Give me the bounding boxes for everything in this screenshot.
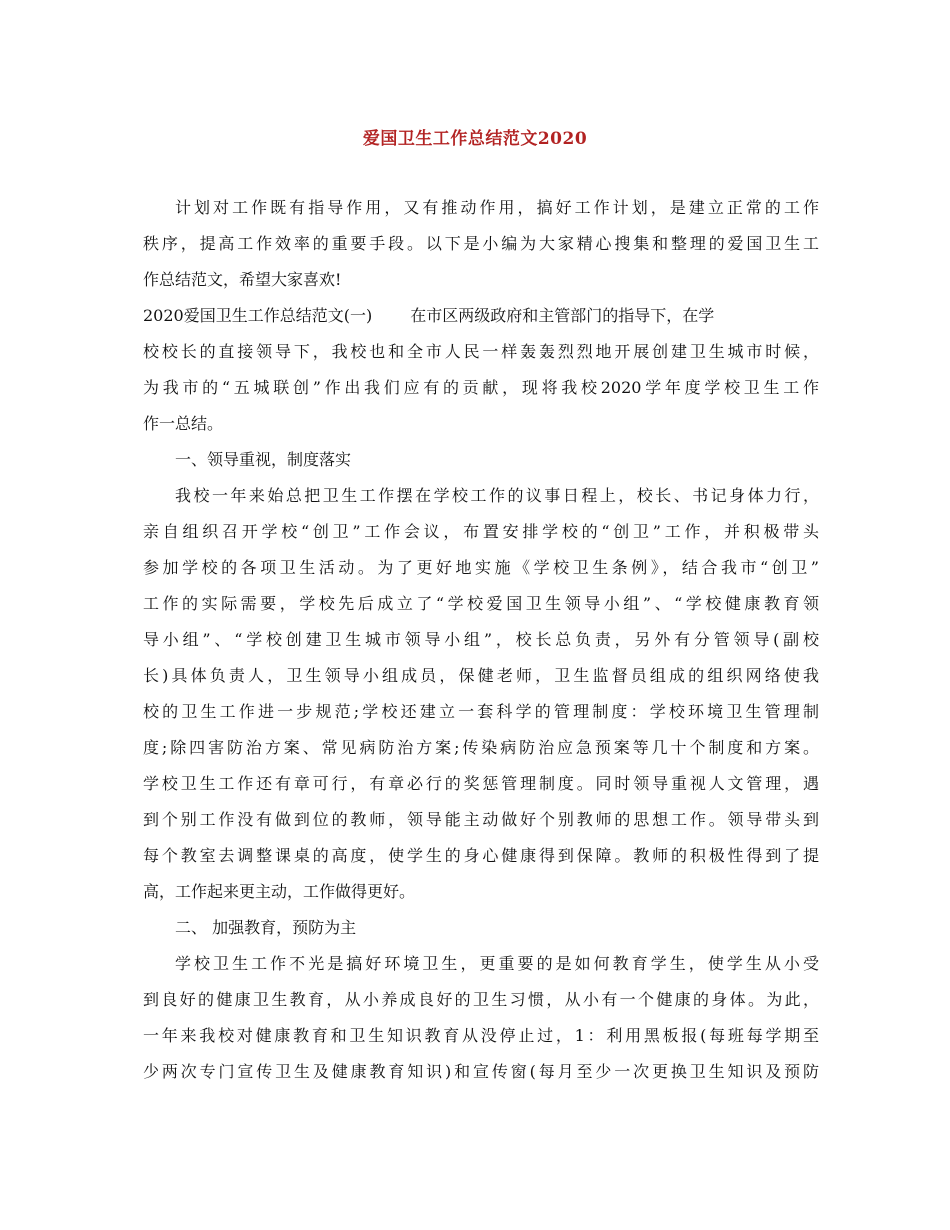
document-body	[143, 190, 819, 1090]
text-line: 作一总结。	[143, 414, 224, 433]
text-line: 我校一年来始总把卫生工作摆在学校工作的议事日程上，校长、书记身体力行，	[175, 486, 819, 505]
text-line: 到个别工作没有做到位的教师，领导能主动做好个别教师的思想工作。领导带头到	[143, 810, 819, 829]
section-heading: 2020爱国卫生工作总结范文(一)	[143, 306, 373, 325]
text-line: 秩序，提高工作效率的重要手段。以下是小编为大家精心搜集和整理的爱国卫生工	[143, 234, 819, 253]
text-line: 作总结范文，希望大家喜欢!	[143, 270, 342, 289]
text-line: 工作的实际需要，学校先后成立了“学校爱国卫生领导小组”、“学校健康教育领	[143, 594, 819, 613]
text-line: 高，工作起来更主动，工作做得更好。	[143, 882, 416, 901]
text-line	[143, 298, 819, 334]
text-line: 亲自组织召开学校“创卫”工作会议，布置安排学校的“创卫”工作，并积极带头	[143, 522, 819, 541]
text-line: 到良好的健康卫生教育，从小养成良好的卫生习惯，从小有一个健康的身体。为此，	[143, 990, 819, 1009]
text-line-fragment: 在市区两级政府和主管部门的指导下，在学	[410, 306, 715, 325]
text-line: 长)具体负责人，卫生领导小组成员，保健老师，卫生监督员组成的组织网络使我	[143, 666, 819, 685]
text-line: 每个教室去调整课桌的高度，使学生的身心健康得到保障。教师的积极性得到了提	[143, 846, 819, 865]
section-heading: 二、 加强教育，预防为主	[175, 918, 357, 937]
section-heading: 一、领导重视，制度落实	[175, 450, 352, 469]
text-line: 校的卫生工作进一步规范;学校还建立一套科学的管理制度：学校环境卫生管理制	[143, 702, 819, 721]
document-title: 爱国卫生工作总结范文2020	[362, 129, 588, 149]
text-line: 导小组”、“学校创建卫生城市领导小组”，校长总负责，另外有分管领导(副校	[143, 630, 819, 649]
text-line: 度;除四害防治方案、常见病防治方案;传染病防治应急预案等几十个制度和方案。	[143, 738, 819, 757]
text-line: 为我市的“五城联创”作出我们应有的贡献，现将我校2020学年度学校卫生工作	[143, 378, 819, 397]
text-line: 计划对工作既有指导作用，又有推动作用，搞好工作计划，是建立正常的工作	[175, 198, 819, 217]
text-line: 学校卫生工作不光是搞好环境卫生，更重要的是如何教育学生，使学生从小受	[175, 954, 819, 973]
text-line: 校校长的直接领导下，我校也和全市人民一样轰轰烈烈地开展创建卫生城市时候，	[143, 342, 819, 361]
text-line: 少两次专门宣传卫生及健康教育知识)和宣传窗(每月至少一次更换卫生知识及预防	[143, 1062, 819, 1081]
text-line: 参加学校的各项卫生活动。为了更好地实施《学校卫生条例》，结合我市“创卫”	[143, 558, 819, 577]
text-line: 一年来我校对健康教育和卫生知识教育从没停止过，1：利用黑板报(每班每学期至	[143, 1026, 819, 1045]
text-line: 学校卫生工作还有章可行，有章必行的奖惩管理制度。同时领导重视人文管理，遇	[143, 774, 819, 793]
